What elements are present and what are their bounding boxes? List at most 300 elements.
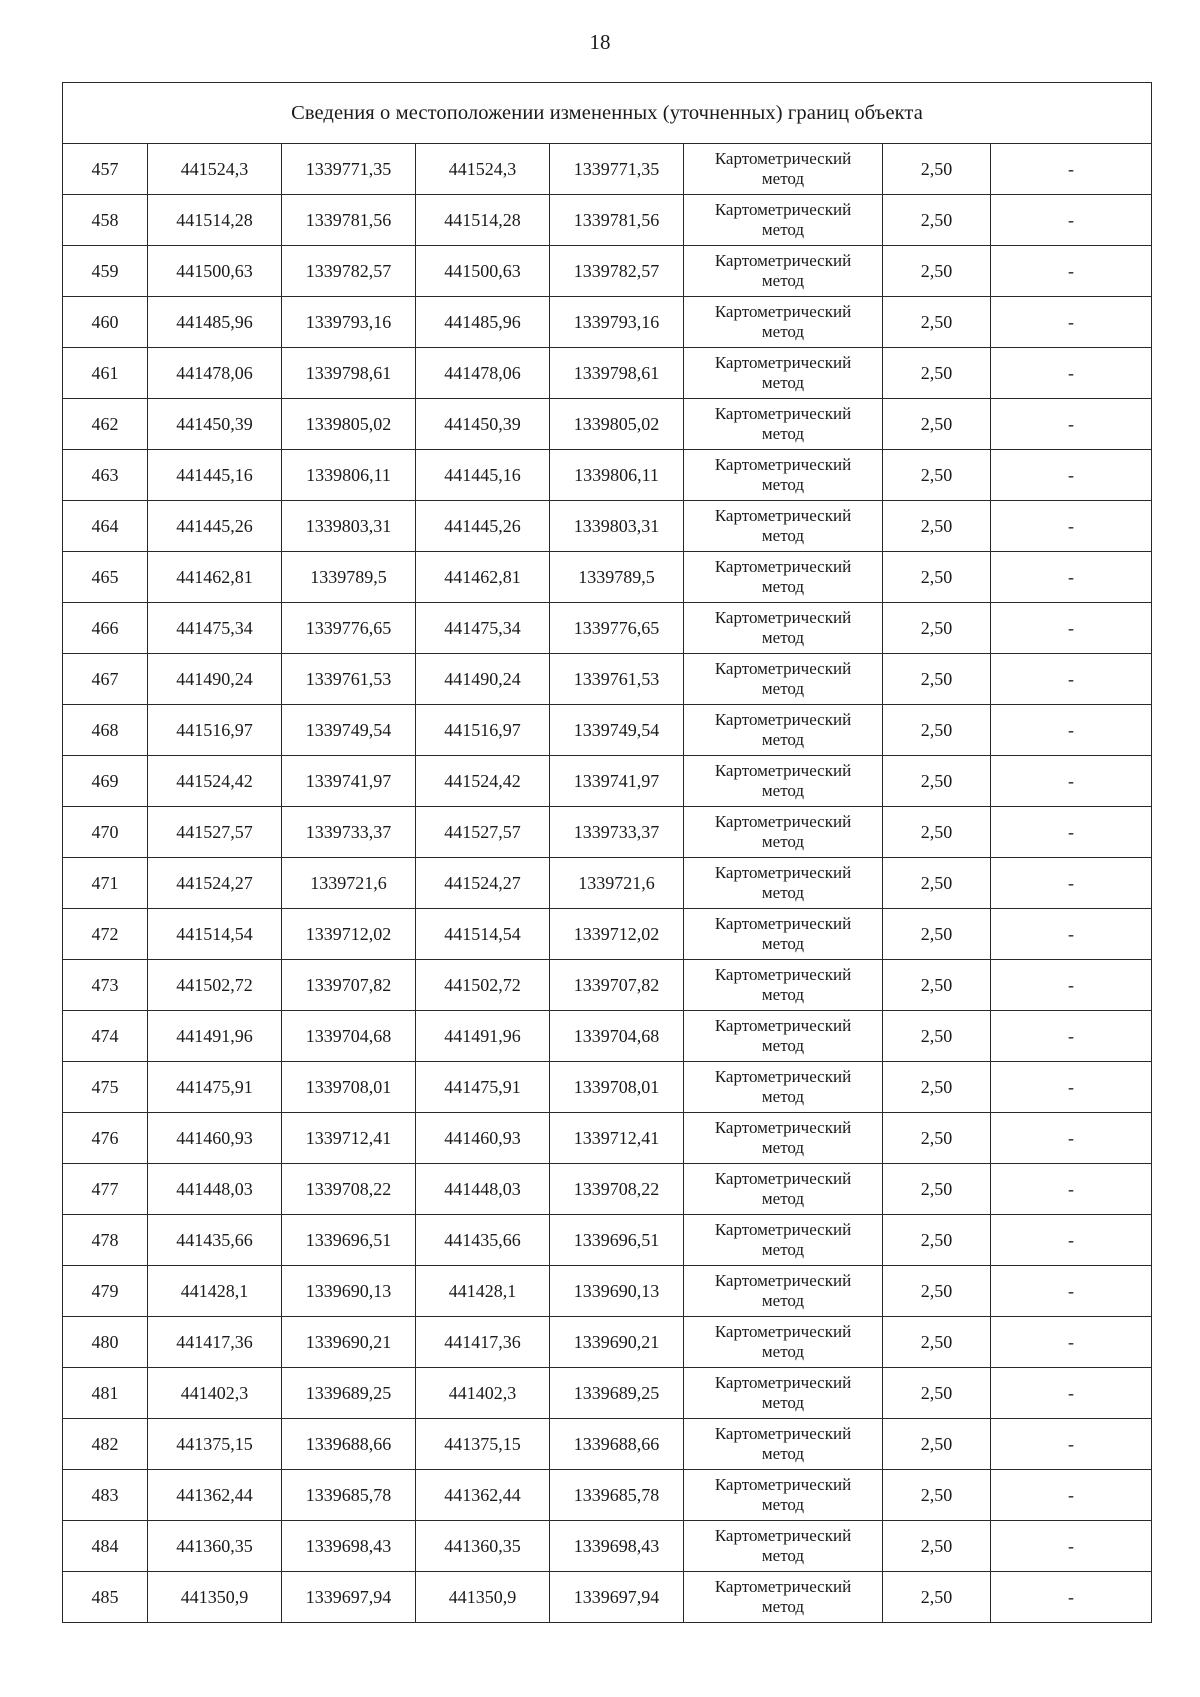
y-new-cell: 1339793,16 <box>550 297 684 348</box>
method-line-1: Картометрический <box>714 1373 852 1392</box>
table-row <box>63 807 1152 858</box>
x-existing-cell: 441485,96 <box>148 297 282 348</box>
accuracy-cell: 2,50 <box>883 858 991 909</box>
accuracy-cell: 2,50 <box>883 1011 991 1062</box>
method-cell <box>684 1164 883 1215</box>
method-line-2: метод <box>761 1495 805 1514</box>
table-row <box>63 450 1152 501</box>
x-new-cell: 441516,97 <box>416 705 550 756</box>
method-cell <box>684 450 883 501</box>
method-cell <box>684 348 883 399</box>
note-cell: - <box>991 1470 1152 1521</box>
y-existing-cell: 1339798,61 <box>282 348 416 399</box>
y-existing-cell: 1339690,13 <box>282 1266 416 1317</box>
point-number-cell: 458 <box>63 195 148 246</box>
method-line-1: Картометрический <box>714 1118 852 1137</box>
point-number-cell: 462 <box>63 399 148 450</box>
x-existing-cell: 441435,66 <box>148 1215 282 1266</box>
x-existing-cell: 441445,16 <box>148 450 282 501</box>
table-row <box>63 144 1152 195</box>
note-cell: - <box>991 399 1152 450</box>
y-new-cell: 1339690,13 <box>550 1266 684 1317</box>
x-new-cell: 441524,27 <box>416 858 550 909</box>
method-cell <box>684 246 883 297</box>
x-new-cell: 441502,72 <box>416 960 550 1011</box>
method-cell <box>684 603 883 654</box>
x-existing-cell: 441490,24 <box>148 654 282 705</box>
y-existing-cell: 1339771,35 <box>282 144 416 195</box>
y-new-cell: 1339741,97 <box>550 756 684 807</box>
point-number-cell: 466 <box>63 603 148 654</box>
y-existing-cell: 1339789,5 <box>282 552 416 603</box>
x-new-cell: 441417,36 <box>416 1317 550 1368</box>
x-new-cell: 441490,24 <box>416 654 550 705</box>
y-existing-cell: 1339707,82 <box>282 960 416 1011</box>
table-row <box>63 501 1152 552</box>
method-cell <box>684 501 883 552</box>
note-cell: - <box>991 348 1152 399</box>
x-new-cell: 441478,06 <box>416 348 550 399</box>
method-line-2: метод <box>761 526 805 545</box>
table-row <box>63 705 1152 756</box>
x-existing-cell: 441362,44 <box>148 1470 282 1521</box>
note-cell: - <box>991 450 1152 501</box>
y-existing-cell: 1339776,65 <box>282 603 416 654</box>
x-existing-cell: 441375,15 <box>148 1419 282 1470</box>
x-existing-cell: 441360,35 <box>148 1521 282 1572</box>
point-number-cell: 478 <box>63 1215 148 1266</box>
x-existing-cell: 441527,57 <box>148 807 282 858</box>
y-existing-cell: 1339781,56 <box>282 195 416 246</box>
y-existing-cell: 1339690,21 <box>282 1317 416 1368</box>
table-row <box>63 1266 1152 1317</box>
y-new-cell: 1339798,61 <box>550 348 684 399</box>
table-row <box>63 756 1152 807</box>
table-row <box>63 297 1152 348</box>
method-line-2: метод <box>761 883 805 902</box>
method-line-2: метод <box>761 1189 805 1208</box>
y-new-cell: 1339805,02 <box>550 399 684 450</box>
y-existing-cell: 1339805,02 <box>282 399 416 450</box>
method-line-2: метод <box>761 577 805 596</box>
method-line-1: Картометрический <box>714 251 852 270</box>
note-cell: - <box>991 1266 1152 1317</box>
table-row <box>63 1521 1152 1572</box>
table-row <box>63 246 1152 297</box>
y-existing-cell: 1339803,31 <box>282 501 416 552</box>
point-number-cell: 477 <box>63 1164 148 1215</box>
note-cell: - <box>991 1368 1152 1419</box>
method-cell <box>684 1266 883 1317</box>
x-existing-cell: 441475,91 <box>148 1062 282 1113</box>
method-line-2: метод <box>761 1444 805 1463</box>
table-row <box>63 1164 1152 1215</box>
y-existing-cell: 1339733,37 <box>282 807 416 858</box>
point-number-cell: 460 <box>63 297 148 348</box>
note-cell: - <box>991 552 1152 603</box>
method-line-1: Картометрический <box>714 1169 852 1188</box>
note-cell: - <box>991 501 1152 552</box>
method-cell <box>684 1062 883 1113</box>
accuracy-cell: 2,50 <box>883 348 991 399</box>
x-new-cell: 441445,16 <box>416 450 550 501</box>
accuracy-cell: 2,50 <box>883 246 991 297</box>
method-line-2: метод <box>761 985 805 1004</box>
method-cell <box>684 909 883 960</box>
point-number-cell: 461 <box>63 348 148 399</box>
note-cell: - <box>991 909 1152 960</box>
method-line-1: Картометрический <box>714 863 852 882</box>
table-row <box>63 1572 1152 1623</box>
x-new-cell: 441527,57 <box>416 807 550 858</box>
y-new-cell: 1339698,43 <box>550 1521 684 1572</box>
method-line-2: метод <box>761 373 805 392</box>
method-line-1: Картометрический <box>714 1067 852 1086</box>
note-cell: - <box>991 1011 1152 1062</box>
method-cell <box>684 705 883 756</box>
method-line-1: Картометрический <box>714 965 852 984</box>
table-row <box>63 552 1152 603</box>
method-line-1: Картометрический <box>714 1016 852 1035</box>
x-new-cell: 441462,81 <box>416 552 550 603</box>
point-number-cell: 481 <box>63 1368 148 1419</box>
y-existing-cell: 1339741,97 <box>282 756 416 807</box>
x-existing-cell: 441450,39 <box>148 399 282 450</box>
accuracy-cell: 2,50 <box>883 960 991 1011</box>
y-existing-cell: 1339793,16 <box>282 297 416 348</box>
point-number-cell: 459 <box>63 246 148 297</box>
y-new-cell: 1339689,25 <box>550 1368 684 1419</box>
y-new-cell: 1339803,31 <box>550 501 684 552</box>
table-row <box>63 399 1152 450</box>
accuracy-cell: 2,50 <box>883 1062 991 1113</box>
point-number-cell: 472 <box>63 909 148 960</box>
x-new-cell: 441428,1 <box>416 1266 550 1317</box>
method-cell <box>684 297 883 348</box>
method-line-2: метод <box>761 679 805 698</box>
method-line-2: метод <box>761 832 805 851</box>
y-existing-cell: 1339749,54 <box>282 705 416 756</box>
accuracy-cell: 2,50 <box>883 603 991 654</box>
x-existing-cell: 441516,97 <box>148 705 282 756</box>
method-line-2: метод <box>761 424 805 443</box>
accuracy-cell: 2,50 <box>883 297 991 348</box>
y-new-cell: 1339789,5 <box>550 552 684 603</box>
x-new-cell: 441514,54 <box>416 909 550 960</box>
point-number-cell: 468 <box>63 705 148 756</box>
method-cell <box>684 1419 883 1470</box>
table-body <box>63 83 1152 1623</box>
x-existing-cell: 441402,3 <box>148 1368 282 1419</box>
note-cell: - <box>991 1113 1152 1164</box>
method-line-2: метод <box>761 1342 805 1361</box>
y-new-cell: 1339733,37 <box>550 807 684 858</box>
point-number-cell: 471 <box>63 858 148 909</box>
x-existing-cell: 441460,93 <box>148 1113 282 1164</box>
method-line-2: метод <box>761 1087 805 1106</box>
method-line-1: Картометрический <box>714 914 852 933</box>
y-new-cell: 1339707,82 <box>550 960 684 1011</box>
method-cell <box>684 1470 883 1521</box>
x-existing-cell: 441524,42 <box>148 756 282 807</box>
method-cell <box>684 858 883 909</box>
y-new-cell: 1339721,6 <box>550 858 684 909</box>
note-cell: - <box>991 1062 1152 1113</box>
table-row <box>63 1470 1152 1521</box>
method-line-2: метод <box>761 322 805 341</box>
method-cell <box>684 1113 883 1164</box>
y-new-cell: 1339696,51 <box>550 1215 684 1266</box>
point-number-cell: 480 <box>63 1317 148 1368</box>
x-new-cell: 441362,44 <box>416 1470 550 1521</box>
y-new-cell: 1339690,21 <box>550 1317 684 1368</box>
x-new-cell: 441500,63 <box>416 246 550 297</box>
method-line-2: метод <box>761 1597 805 1616</box>
y-existing-cell: 1339689,25 <box>282 1368 416 1419</box>
method-line-2: метод <box>761 628 805 647</box>
y-existing-cell: 1339708,01 <box>282 1062 416 1113</box>
x-existing-cell: 441524,3 <box>148 144 282 195</box>
method-cell <box>684 1368 883 1419</box>
y-existing-cell: 1339696,51 <box>282 1215 416 1266</box>
x-new-cell: 441375,15 <box>416 1419 550 1470</box>
y-existing-cell: 1339685,78 <box>282 1470 416 1521</box>
method-cell <box>684 144 883 195</box>
table-row <box>63 960 1152 1011</box>
x-new-cell: 441524,42 <box>416 756 550 807</box>
y-existing-cell: 1339712,02 <box>282 909 416 960</box>
accuracy-cell: 2,50 <box>883 399 991 450</box>
table-title: Сведения о местоположении измененных (уточненных) границ объекта <box>63 83 1152 144</box>
y-existing-cell: 1339806,11 <box>282 450 416 501</box>
x-existing-cell: 441500,63 <box>148 246 282 297</box>
accuracy-cell: 2,50 <box>883 144 991 195</box>
table-row <box>63 1011 1152 1062</box>
method-line-1: Картометрический <box>714 710 852 729</box>
note-cell: - <box>991 603 1152 654</box>
method-line-1: Картометрический <box>714 1577 852 1596</box>
accuracy-cell: 2,50 <box>883 705 991 756</box>
method-line-1: Картометрический <box>714 200 852 219</box>
point-number-cell: 482 <box>63 1419 148 1470</box>
y-new-cell: 1339806,11 <box>550 450 684 501</box>
note-cell: - <box>991 1215 1152 1266</box>
x-new-cell: 441448,03 <box>416 1164 550 1215</box>
point-number-cell: 474 <box>63 1011 148 1062</box>
table-row <box>63 603 1152 654</box>
x-new-cell: 441485,96 <box>416 297 550 348</box>
note-cell: - <box>991 1317 1152 1368</box>
method-cell <box>684 1521 883 1572</box>
method-line-1: Картометрический <box>714 659 852 678</box>
method-cell <box>684 399 883 450</box>
method-line-1: Картометрический <box>714 1271 852 1290</box>
x-existing-cell: 441350,9 <box>148 1572 282 1623</box>
note-cell: - <box>991 144 1152 195</box>
accuracy-cell: 2,50 <box>883 1419 991 1470</box>
method-line-1: Картометрический <box>714 557 852 576</box>
method-line-2: метод <box>761 1291 805 1310</box>
method-line-1: Картометрический <box>714 1322 852 1341</box>
method-line-1: Картометрический <box>714 1475 852 1494</box>
accuracy-cell: 2,50 <box>883 909 991 960</box>
note-cell: - <box>991 756 1152 807</box>
point-number-cell: 464 <box>63 501 148 552</box>
y-existing-cell: 1339704,68 <box>282 1011 416 1062</box>
x-existing-cell: 441514,28 <box>148 195 282 246</box>
method-line-2: метод <box>761 1393 805 1412</box>
method-cell <box>684 1011 883 1062</box>
method-line-2: метод <box>761 781 805 800</box>
table-row <box>63 1215 1152 1266</box>
accuracy-cell: 2,50 <box>883 1164 991 1215</box>
note-cell: - <box>991 246 1152 297</box>
y-new-cell: 1339771,35 <box>550 144 684 195</box>
y-new-cell: 1339761,53 <box>550 654 684 705</box>
method-cell <box>684 195 883 246</box>
x-new-cell: 441435,66 <box>416 1215 550 1266</box>
table-row <box>63 858 1152 909</box>
table-row <box>63 654 1152 705</box>
table-row <box>63 348 1152 399</box>
x-existing-cell: 441502,72 <box>148 960 282 1011</box>
method-line-1: Картометрический <box>714 353 852 372</box>
method-line-2: метод <box>761 475 805 494</box>
note-cell: - <box>991 1419 1152 1470</box>
method-line-2: метод <box>761 730 805 749</box>
method-line-2: метод <box>761 1240 805 1259</box>
x-new-cell: 441445,26 <box>416 501 550 552</box>
y-existing-cell: 1339721,6 <box>282 858 416 909</box>
note-cell: - <box>991 1164 1152 1215</box>
accuracy-cell: 2,50 <box>883 1113 991 1164</box>
method-line-1: Картометрический <box>714 1220 852 1239</box>
y-new-cell: 1339708,22 <box>550 1164 684 1215</box>
y-new-cell: 1339749,54 <box>550 705 684 756</box>
x-existing-cell: 441428,1 <box>148 1266 282 1317</box>
accuracy-cell: 2,50 <box>883 1317 991 1368</box>
point-number-cell: 483 <box>63 1470 148 1521</box>
y-existing-cell: 1339697,94 <box>282 1572 416 1623</box>
method-line-1: Картометрический <box>714 1526 852 1545</box>
accuracy-cell: 2,50 <box>883 1470 991 1521</box>
point-number-cell: 476 <box>63 1113 148 1164</box>
table-row <box>63 1368 1152 1419</box>
method-line-1: Картометрический <box>714 812 852 831</box>
note-cell: - <box>991 858 1152 909</box>
method-cell <box>684 756 883 807</box>
y-existing-cell: 1339708,22 <box>282 1164 416 1215</box>
y-new-cell: 1339685,78 <box>550 1470 684 1521</box>
x-existing-cell: 441478,06 <box>148 348 282 399</box>
note-cell: - <box>991 960 1152 1011</box>
method-cell <box>684 1572 883 1623</box>
y-existing-cell: 1339782,57 <box>282 246 416 297</box>
method-line-2: метод <box>761 1138 805 1157</box>
note-cell: - <box>991 705 1152 756</box>
accuracy-cell: 2,50 <box>883 1215 991 1266</box>
method-line-1: Картометрический <box>714 506 852 525</box>
table-title-row <box>63 83 1152 144</box>
method-line-2: метод <box>761 169 805 188</box>
y-existing-cell: 1339698,43 <box>282 1521 416 1572</box>
x-new-cell: 441524,3 <box>416 144 550 195</box>
y-new-cell: 1339712,41 <box>550 1113 684 1164</box>
method-line-1: Картометрический <box>714 404 852 423</box>
method-line-1: Картометрический <box>714 1424 852 1443</box>
x-new-cell: 441491,96 <box>416 1011 550 1062</box>
method-cell <box>684 552 883 603</box>
x-existing-cell: 441524,27 <box>148 858 282 909</box>
method-cell <box>684 807 883 858</box>
table-row <box>63 1062 1152 1113</box>
note-cell: - <box>991 1521 1152 1572</box>
x-existing-cell: 441462,81 <box>148 552 282 603</box>
method-line-2: метод <box>761 271 805 290</box>
table-row <box>63 1419 1152 1470</box>
method-line-2: метод <box>761 934 805 953</box>
point-number-cell: 473 <box>63 960 148 1011</box>
x-new-cell: 441475,34 <box>416 603 550 654</box>
y-new-cell: 1339704,68 <box>550 1011 684 1062</box>
x-new-cell: 441350,9 <box>416 1572 550 1623</box>
y-new-cell: 1339697,94 <box>550 1572 684 1623</box>
accuracy-cell: 2,50 <box>883 450 991 501</box>
y-new-cell: 1339708,01 <box>550 1062 684 1113</box>
method-cell <box>684 960 883 1011</box>
point-number-cell: 470 <box>63 807 148 858</box>
point-number-cell: 457 <box>63 144 148 195</box>
method-line-2: метод <box>761 1546 805 1565</box>
point-number-cell: 475 <box>63 1062 148 1113</box>
table-row <box>63 195 1152 246</box>
method-line-2: метод <box>761 1036 805 1055</box>
point-number-cell: 484 <box>63 1521 148 1572</box>
y-new-cell: 1339782,57 <box>550 246 684 297</box>
method-line-1: Картометрический <box>714 608 852 627</box>
x-existing-cell: 441514,54 <box>148 909 282 960</box>
accuracy-cell: 2,50 <box>883 1368 991 1419</box>
coordinates-table <box>62 82 1152 1623</box>
point-number-cell: 467 <box>63 654 148 705</box>
y-new-cell: 1339781,56 <box>550 195 684 246</box>
x-existing-cell: 441448,03 <box>148 1164 282 1215</box>
method-cell <box>684 1317 883 1368</box>
table-row <box>63 1113 1152 1164</box>
y-new-cell: 1339712,02 <box>550 909 684 960</box>
x-existing-cell: 441491,96 <box>148 1011 282 1062</box>
point-number-cell: 465 <box>63 552 148 603</box>
page-number: 18 <box>589 30 611 54</box>
y-new-cell: 1339776,65 <box>550 603 684 654</box>
method-cell <box>684 654 883 705</box>
method-line-1: Картометрический <box>714 149 852 168</box>
table-row <box>63 1317 1152 1368</box>
accuracy-cell: 2,50 <box>883 756 991 807</box>
method-cell <box>684 1215 883 1266</box>
accuracy-cell: 2,50 <box>883 807 991 858</box>
accuracy-cell: 2,50 <box>883 1266 991 1317</box>
note-cell: - <box>991 654 1152 705</box>
point-number-cell: 469 <box>63 756 148 807</box>
method-line-1: Картометрический <box>714 761 852 780</box>
accuracy-cell: 2,50 <box>883 654 991 705</box>
method-line-2: метод <box>761 220 805 239</box>
y-existing-cell: 1339688,66 <box>282 1419 416 1470</box>
y-existing-cell: 1339761,53 <box>282 654 416 705</box>
point-number-cell: 463 <box>63 450 148 501</box>
note-cell: - <box>991 195 1152 246</box>
